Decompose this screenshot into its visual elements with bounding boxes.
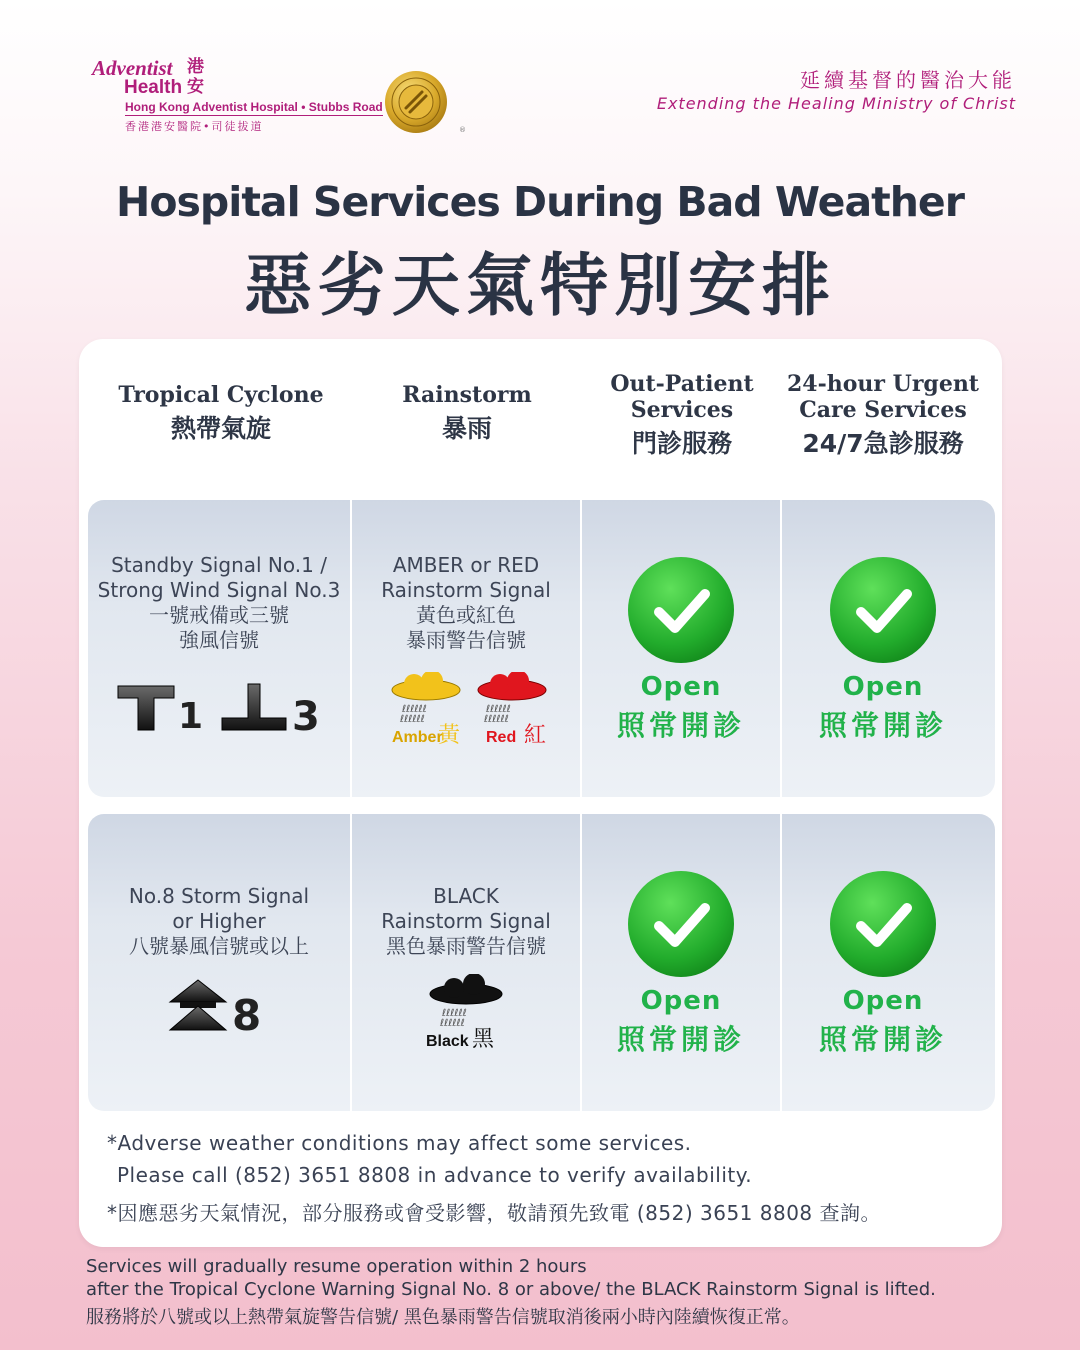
footer-line2: after the Tropical Cyclone Warning Signal No. 8 or above/ the BLACK Rainstorm Signal is lifted. (86, 1279, 936, 1300)
signal-number-3: 3 (292, 694, 320, 736)
rainstorm-condition-en2: Rainstorm Signal (381, 578, 551, 602)
outpatient-header-en1: Out-Patient (610, 371, 754, 397)
rainstorm-condition-en1: BLACK (433, 884, 499, 908)
outpatient-status (582, 870, 780, 1058)
page-title-zh: 惡劣天氣特別安排 (243, 247, 836, 326)
urgent-cell (780, 814, 995, 1111)
motto-en: Extending the Healing Ministry of Christ (656, 94, 1016, 113)
brand-zh: 港安 (187, 57, 204, 97)
rainstorm-condition (352, 884, 580, 959)
table-row (88, 500, 995, 797)
check-icon (829, 556, 937, 664)
table-row (88, 814, 995, 1111)
cyclone-header-en: Tropical Cyclone (118, 382, 324, 408)
motto-zh: 延續基督的醫治大能 (800, 68, 1016, 92)
rainstorm-header-zh: 暴雨 (441, 414, 492, 443)
outpatient-cell (580, 814, 780, 1111)
black-label-zh: 黑 (472, 1027, 495, 1052)
black-rainstorm-icon (422, 974, 522, 1054)
svg-text:ℓℓℓℓℓℓ: ℓℓℓℓℓℓ (440, 1018, 465, 1029)
column-header-outpatient (582, 371, 782, 461)
cyclone-condition-en2: Strong Wind Signal No.3 (97, 578, 341, 602)
svg-text:ℓℓℓℓℓℓ: ℓℓℓℓℓℓ (486, 704, 511, 715)
rainstorm-header-en: Rainstorm (402, 382, 532, 408)
cyclone-condition-zh1: 八號暴風信號或以上 (129, 934, 309, 958)
footer-line1: Services will gradually resume operation within 2 hours (86, 1256, 587, 1277)
cyclone-condition (88, 553, 350, 653)
outpatient-cell (580, 500, 780, 797)
outpatient-header-en2: Services (630, 397, 734, 423)
accreditation-seal-icon (384, 70, 448, 134)
red-label-en: Red (486, 729, 517, 746)
page-title-en: Hospital Services During Bad Weather (116, 178, 964, 226)
amber-label-en: Amber (392, 729, 443, 746)
urgent-status (782, 870, 984, 1058)
cyclone-condition-en2: or Higher (172, 909, 266, 933)
open-label-zh: 照常開診 (818, 709, 947, 742)
note-line3: *因應惡劣天氣情況，部分服務或會受影響，敬請預先致電 (852) 3651 8808 查詢。 (107, 1201, 882, 1225)
open-label-en: Open (640, 986, 722, 1016)
amber-cloud-icon (392, 672, 461, 748)
rainstorm-cell (350, 500, 580, 797)
open-label-en: Open (842, 672, 924, 702)
cyclone-condition-en1: No.8 Storm Signal (128, 884, 310, 908)
hospital-logo (92, 56, 392, 136)
rainstorm-condition-zh1: 黑色暴雨警告信號 (386, 934, 546, 958)
urgent-cell (780, 500, 995, 797)
open-label-en: Open (640, 672, 722, 702)
cyclone-condition-zh2: 強風信號 (179, 628, 259, 652)
svg-text:ℓℓℓℓℓℓ: ℓℓℓℓℓℓ (402, 704, 427, 715)
typhoon-signal-8-icon (168, 976, 278, 1036)
check-icon (829, 870, 937, 978)
black-label-en: Black (426, 1033, 469, 1050)
column-header-urgent (782, 371, 984, 461)
cyclone-condition-en1: Standby Signal No.1 / (111, 553, 327, 577)
signal-number-8: 8 (232, 991, 262, 1036)
check-icon (627, 870, 735, 978)
cyclone-header-zh: 熱帶氣旋 (170, 414, 271, 443)
urgent-header-en2: Care Services (799, 397, 967, 423)
cyclone-condition-zh1: 一號戒備或三號 (149, 603, 289, 627)
svg-text:ℓℓℓℓℓℓ: ℓℓℓℓℓℓ (400, 714, 425, 725)
amber-red-rainstorm-icon (388, 672, 558, 748)
rainstorm-condition-zh1: 黃色或紅色 (416, 603, 516, 627)
outpatient-status (582, 556, 780, 744)
urgent-header-en1: 24-hour Urgent (787, 371, 979, 397)
signal-number-1: 1 (178, 696, 204, 736)
footer-line3: 服務將於八號或以上熱帶氣旋警告信號/ 黑色暴雨警告信號取消後兩小時內陸續恢復正常。 (86, 1307, 800, 1328)
check-icon (627, 556, 735, 664)
brand-line1: Adventist (92, 56, 173, 80)
outpatient-header-zh: 門診服務 (631, 429, 732, 458)
rainstorm-condition (352, 553, 580, 653)
note-line2: Please call (852) 3651 8808 in advance to verify availability. (117, 1163, 753, 1187)
red-label-zh: 紅 (524, 723, 547, 748)
hospital-name-zh: 香港港安醫院•司徒拔道 (125, 120, 264, 133)
open-label-zh: 照常開診 (616, 709, 745, 742)
cyclone-cell (88, 500, 350, 797)
registered-mark: ® (459, 126, 466, 134)
amber-label-zh: 黃 (438, 723, 461, 748)
column-header-rainstorm (352, 382, 582, 446)
cyclone-condition (88, 884, 350, 959)
rainstorm-condition-en2: Rainstorm Signal (381, 909, 551, 933)
rainstorm-condition-zh2: 暴雨警告信號 (406, 628, 526, 652)
urgent-header-zh: 24/7急診服務 (802, 429, 964, 458)
svg-text:ℓℓℓℓℓℓ: ℓℓℓℓℓℓ (442, 1008, 467, 1019)
open-label-zh: 照常開診 (818, 1023, 947, 1056)
column-header-cyclone (90, 382, 352, 446)
open-label-en: Open (842, 986, 924, 1016)
rainstorm-cell (350, 814, 580, 1111)
urgent-status (782, 556, 984, 744)
svg-text:ℓℓℓℓℓℓ: ℓℓℓℓℓℓ (484, 714, 509, 725)
rainstorm-condition-en1: AMBER or RED (392, 553, 540, 577)
hospital-name-en: Hong Kong Adventist Hospital • Stubbs Road (125, 100, 383, 114)
brand-line2: Health (124, 77, 183, 98)
red-cloud-icon (478, 672, 546, 748)
typhoon-signal-1-3-icon (114, 680, 334, 736)
open-label-zh: 照常開診 (616, 1023, 745, 1056)
cyclone-cell (88, 814, 350, 1111)
note-line1: *Adverse weather conditions may affect some services. (107, 1131, 692, 1155)
